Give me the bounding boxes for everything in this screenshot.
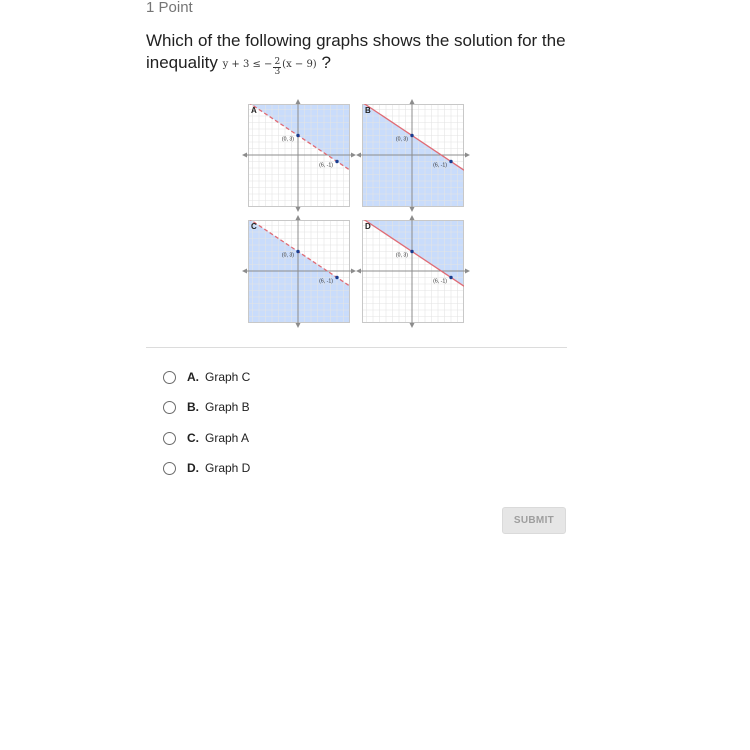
option-c-letter: C. — [187, 431, 199, 445]
point-marker — [410, 250, 413, 253]
x-axis-arrow-right — [465, 153, 470, 158]
point-marker — [410, 134, 413, 137]
x-axis-arrow-left — [356, 269, 361, 274]
formula-fraction — [273, 58, 281, 77]
option-c-text: Graph A — [205, 431, 250, 445]
point-label: (0, 3) — [395, 252, 408, 259]
radio-option-a[interactable] — [163, 371, 176, 384]
y-axis-arrow-down — [410, 207, 415, 212]
y-axis-arrow-down — [410, 323, 415, 328]
graph-figure — [240, 99, 472, 329]
option-b-text: Graph B — [205, 400, 250, 414]
formula-rhs: (x − 9) — [282, 59, 317, 70]
graph-c — [242, 215, 356, 328]
option-b-letter: B. — [187, 400, 199, 414]
y-axis-arrow-down — [296, 207, 301, 212]
point-label: (6, -1) — [433, 278, 447, 285]
formula-lhs: y + 3 ≤ − — [222, 59, 273, 70]
fraction-numerator: 2 — [274, 57, 281, 67]
graph-a — [242, 99, 356, 212]
point-label: (0, 3) — [395, 136, 408, 143]
point-label: (0, 3) — [281, 252, 294, 259]
option-c[interactable] — [163, 427, 323, 449]
points-label: 1 Point — [146, 0, 193, 16]
submit-button[interactable]: SUBMIT — [502, 507, 566, 534]
x-axis-arrow-left — [242, 153, 247, 158]
x-axis-arrow-left — [242, 269, 247, 274]
radio-option-c[interactable] — [163, 432, 176, 445]
x-axis-arrow-left — [356, 153, 361, 158]
option-d-text: Graph D — [205, 461, 251, 475]
option-d[interactable] — [163, 457, 323, 479]
inequality-formula — [222, 57, 317, 77]
radio-option-b[interactable] — [163, 401, 176, 414]
point-label: (6, -1) — [319, 162, 333, 169]
point-label: (0, 3) — [281, 136, 294, 143]
point-label: (6, -1) — [433, 162, 447, 169]
option-a[interactable] — [163, 366, 323, 388]
y-axis-arrow-down — [296, 323, 301, 328]
question-text — [146, 30, 576, 77]
point-marker — [335, 160, 338, 163]
point-marker — [296, 134, 299, 137]
graph-b — [356, 99, 470, 212]
point-marker — [296, 250, 299, 253]
y-axis-arrow-up — [410, 215, 415, 220]
point-marker — [335, 276, 338, 279]
fraction-denominator: 3 — [274, 67, 281, 77]
question-mark: ? — [321, 53, 331, 72]
point-label: (6, -1) — [319, 278, 333, 285]
radio-option-d[interactable] — [163, 462, 176, 475]
point-marker — [449, 160, 452, 163]
y-axis-arrow-up — [296, 215, 301, 220]
graph-c-letter: C — [251, 222, 257, 231]
graph-a-letter: A — [251, 106, 257, 115]
option-b[interactable] — [163, 396, 323, 418]
graph-d — [356, 215, 470, 328]
question-prompt: Which of the following graphs shows the solution for the inequality — [146, 31, 566, 72]
x-axis-arrow-right — [351, 153, 356, 158]
option-d-letter: D. — [187, 461, 199, 475]
x-axis-arrow-right — [351, 269, 356, 274]
y-axis-arrow-up — [410, 99, 415, 104]
graph-d-letter: D — [365, 222, 371, 231]
x-axis-arrow-right — [465, 269, 470, 274]
option-a-text: Graph C — [205, 370, 251, 384]
option-a-letter: A. — [187, 370, 199, 384]
y-axis-arrow-up — [296, 99, 301, 104]
divider — [146, 347, 567, 348]
point-marker — [449, 276, 452, 279]
graph-b-letter: B — [365, 106, 371, 115]
